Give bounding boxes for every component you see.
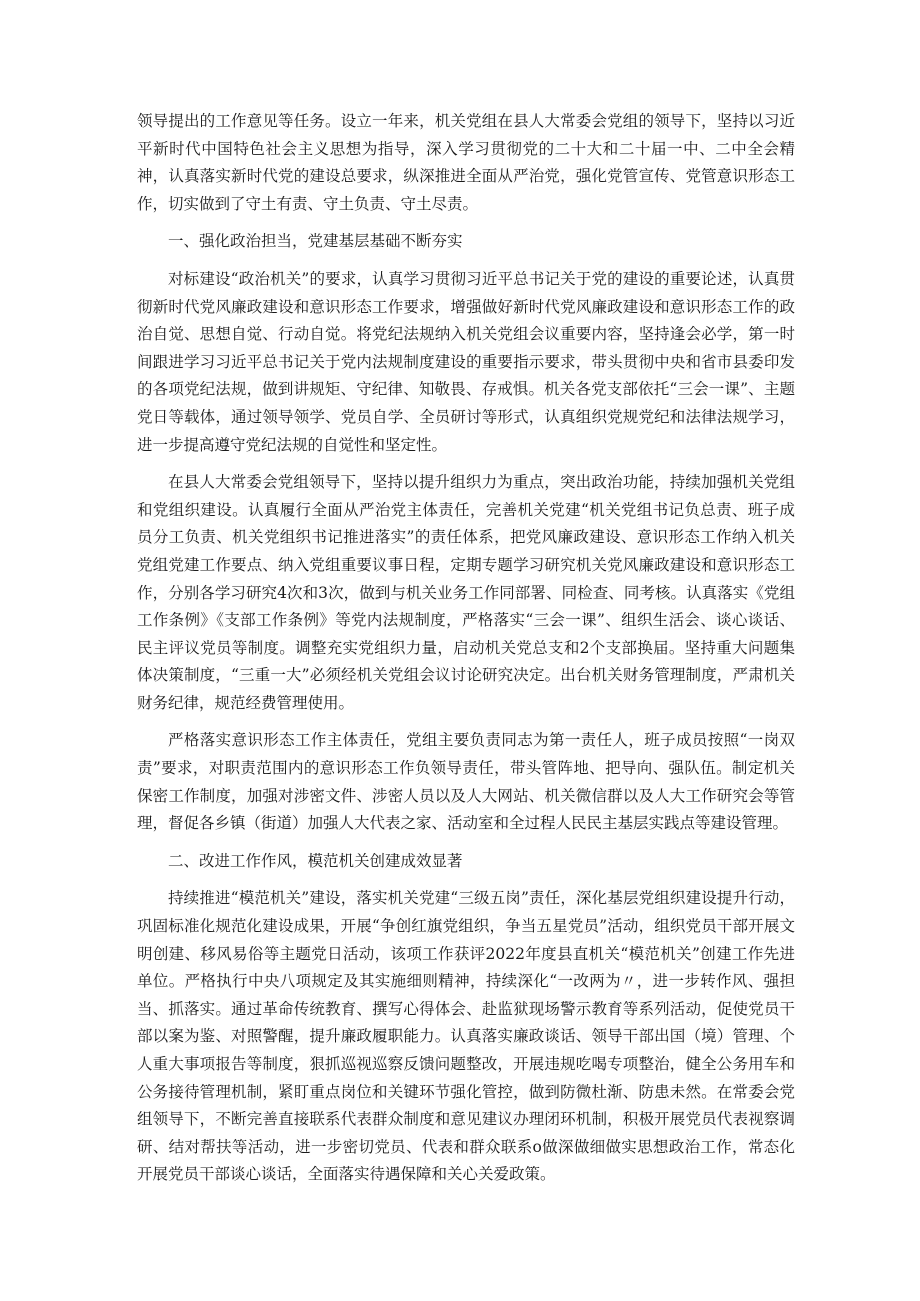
paragraph-party-organization: 在县人大常委会党组领导下，坚持以提升组织力为重点，突出政治功能，持续加强机关党组和党组织建设。认真履行全面从严治党主体责任，完善机关党建“机关党组书记负总责、班子成员分工负责、机关党组织书记推进落实”的责任体系，把党风廉政建设、意识形态工作纳入机关党组党建工作要点、纳入党组重要议事日程，定期专题学习研究机关党风廉政建设和意识形态工作，分别各学习研究4次和3次，做到与机关业务工作同部署、同检查、同考核。认真落实《党组工作条例》《支部工作条例》等党内法规制度，严格落实“三会一课”、组织生活会、谈心谈话、民主评议党员等制度。调整充实党组织力量，启动机关党总支和2个支部换届。坚持重大问题集体决策制度，“三重一大”必须经机关党组会议讨论研究决定。出台机关财务管理制度，严肃机关财务纪律，规范经费管理使用。: [137, 473, 795, 712]
paragraph-intro-continuation: 领导提出的工作意见等任务。设立一年来，机关党组在县人大常委会党组的领导下，坚持以习近平新时代中国特色社会主义思想为指导，深入学习贯彻党的二十大和二十届一中、二中全会精神，认真落实新时代党的建设总要求，纵深推进全面从严治党，强化党管宣传、党管意识形态工作，切实做到了守土有责、守土负责、守土尽责。: [137, 112, 795, 213]
paragraph-ideology-responsibility: 严格落实意识形态工作主体责任，党组主要负责同志为第一责任人，班子成员按照“一岗双责”要求，对职责范围内的意识形态工作负领导责任，带头管阵地、把导向、强队伍。制定机关保密工作制度，加强对涉密文件、涉密人员以及人大网站、机关微信群以及人大工作研究会等管理，督促各乡镇（街道）加强人大代表之家、活动室和全过程人民民主基层实践点等建设管理。: [137, 731, 795, 833]
paragraph-political-organ: 对标建设“政治机关”的要求，认真学习贯彻习近平总书记关于党的建设的重要论述，认真贯彻新时代党风廉政建设和意识形态工作要求，增强做好新时代党风廉政建设和意识形态工作的政治自觉、思想自觉、行动自觉。将党纪法规纳入机关党组会议重要内容，坚持逢会必学，第一时间跟进学习习近平总书记关于党内法规制度建设的重要指示要求，带头贯彻中央和省市县委印发的各项党纪法规，做到讲规矩、守纪律、知敬畏、存戒惧。机关各党支部依托“三会一课”、主题党日等载体，通过领导领学、党员自学、全员研讨等形式，认真组织党规党纪和法律法规学习，进一步提高遵守党纪法规的自觉性和坚定性。: [137, 269, 795, 454]
paragraph-model-organ: 持续推进“模范机关”建设，落实机关党建“三级五岗”责任，深化基层党组织建设提升行动，巩固标准化规范化建设成果，开展“争创红旗党组织，争当五星党员”活动，组织党员干部开展文明创建、移风易俗等主题党日活动，该项工作获评2022年度县直机关“模范机关”创建工作先进单位。严格执行中央八项规定及其实施细则精神，持续深化“一改两为〃，进一步转作风、强担当、抓落实。通过革命传统教育、撰写心得体会、赴监狱现场警示教育等系列活动，促使党员干部以案为鉴、对照警醒，提升廉政履职能力。认真落实廉政谈话、领导干部出国（境）管理、个人重大事项报告等制度，狠抓巡视巡察反馈问题整改，开展违规吃喝专项整治，健全公务用车和公务接待管理机制，紧盯重点岗位和关键环节强化管控，做到防微杜渐、防患未然。在常委会党组领导下，不断完善直接联系代表群众制度和意见建议办理闭环机制，积极开展党员代表视察调研、结对帮扶等活动，进一步密切党员、代表和群众联系o做深做细做实思想政治工作，常态化开展党员干部谈心谈话，全面落实待遇保障和关心关爱政策。: [137, 889, 795, 1184]
section-heading-2: 二、改进工作作风，模范机关创建成效显著: [168, 851, 463, 870]
document-page: [137, 108, 795, 1199]
section-heading-1: 一、强化政治担当，党建基层基础不断夯实: [168, 232, 463, 251]
